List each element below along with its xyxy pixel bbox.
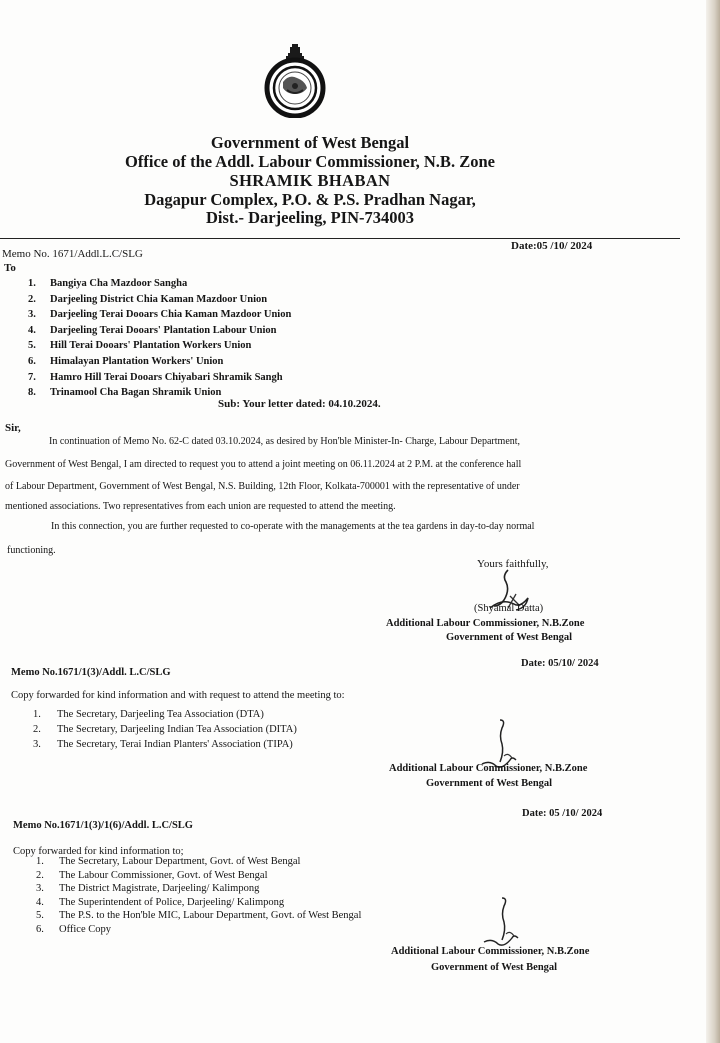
memo2-copy-list [33, 707, 297, 752]
memo3-intro: Copy forwarded for kind information to; [13, 846, 184, 857]
list-item: 2. Darjeeling District Chia Kaman Mazdoor Union [28, 293, 268, 305]
memo3-signatory-org: Government of West Bengal [431, 962, 558, 973]
list-item: 2. The Secretary, Darjeeling Indian Tea Association (DITA) [33, 724, 297, 735]
memo1-number: Memo No. 1671/Addl.L.C/SLG [2, 248, 143, 260]
body-line-4: mentioned associations. Two representatives from each union are requested to attend the meeting. [5, 501, 396, 512]
letterhead-line-1: Government of West Bengal [210, 133, 410, 152]
list-item: 2. The Labour Commissioner, Govt. of West Bengal [36, 869, 268, 881]
memo3-signatory-title: Additional Labour Commissioner, N.B.Zone [391, 946, 590, 957]
salutation: Sir, [5, 422, 21, 434]
memo2-date: Date: 05/10/ 2024 [521, 658, 599, 669]
memo2-signatory-title: Additional Labour Commissioner, N.B.Zone [389, 763, 588, 774]
memo3-date: Date: 05 /10/ 2024 [522, 808, 603, 819]
header-divider [0, 238, 680, 239]
list-item: 6. Himalayan Plantation Workers' Union [28, 355, 224, 367]
list-item: 5. The P.S. to the Hon'ble MIC, Labour Department, Govt. of West Bengal [36, 910, 362, 922]
list-item: 4. The Superintendent of Police, Darjeeling/ Kalimpong [36, 896, 285, 908]
list-item: 3. The District Magistrate, Darjeeling/ Kalimpong [36, 883, 260, 895]
letterhead-line-3: SHRAMIK BHABAN [229, 171, 391, 190]
memo3-copy-list [36, 855, 361, 937]
memo2-number: Memo No.1671/1(3)/Addl. L.C/SLG [11, 667, 171, 678]
list-item: 1. Bangiya Cha Mazdoor Sangha [28, 278, 188, 289]
body-line-6: functioning. [7, 545, 56, 556]
recipient-list [28, 276, 291, 401]
body-line-2: Government of West Bengal, I am directed to request you to attend a joint meeting on 06.11.2024 at 2 P.M. at the conference hall [5, 459, 522, 470]
state-emblem-icon [261, 42, 329, 118]
list-item: 8. Trinamool Cha Bagan Shramik Union [28, 387, 222, 399]
page-edge-shadow [706, 0, 720, 1043]
list-item: 5. Hill Terai Dooars' Plantation Workers Union [28, 340, 252, 352]
memo2-intro: Copy forwarded for kind information and with request to attend the meeting to: [11, 690, 345, 701]
signatory-name: (Shyamal Datta) [474, 603, 544, 614]
letterhead-line-2: Office of the Addl. Labour Commissioner, N.B. Zone [125, 152, 495, 171]
list-item: 7. Hamro Hill Terai Dooars Chiyabari Shramik Sangh [28, 371, 283, 383]
letterhead-line-5: Dist.- Darjeeling, PIN-734003 [205, 208, 415, 227]
body-line-3: of Labour Department, Government of West Bengal, N.S. Building, 12th Floor, Kolkata-700001 with the representative of under [5, 481, 520, 492]
memo2-signatory-org: Government of West Bengal [426, 778, 553, 789]
list-item: 3. The Secretary, Terai Indian Planters' Association (TIPA) [33, 739, 293, 750]
memo1-signatory-title: Additional Labour Commissioner, N.B.Zone [386, 618, 585, 629]
closing: Yours faithfully, [477, 558, 549, 570]
list-item: 3. Darjeeling Terai Dooars Chia Kaman Mazdoor Union [28, 309, 292, 321]
list-item: 1. The Secretary, Darjeeling Tea Association (DTA) [33, 709, 264, 720]
to-label: To [4, 262, 16, 274]
list-item: 6. Office Copy [36, 923, 112, 935]
memo3-number: Memo No.1671/1(3)/1(6)/Addl. L.C/SLG [13, 820, 193, 831]
list-item: 4. Darjeeling Terai Dooars' Plantation Labour Union [28, 324, 277, 336]
memo1-date: Date:05 /10/ 2024 [511, 240, 593, 252]
subject-line: Sub: Your letter dated: 04.10.2024. [218, 398, 381, 410]
body-line-1: In continuation of Memo No. 62-C dated 03.10.2024, as desired by Hon'ble Minister-In- Charge, Labour Department, [49, 436, 521, 447]
memo1-signatory-org: Government of West Bengal [446, 632, 573, 643]
body-line-5: In this connection, you are further requested to co-operate with the managements at the tea gardens in day-to-day normal [51, 521, 535, 532]
letterhead-line-4: Dagapur Complex, P.O. & P.S. Pradhan Nagar, [144, 190, 476, 209]
list-item: 1. The Secretary, Labour Department, Govt. of West Bengal [36, 856, 301, 867]
signature-icon [480, 894, 530, 952]
